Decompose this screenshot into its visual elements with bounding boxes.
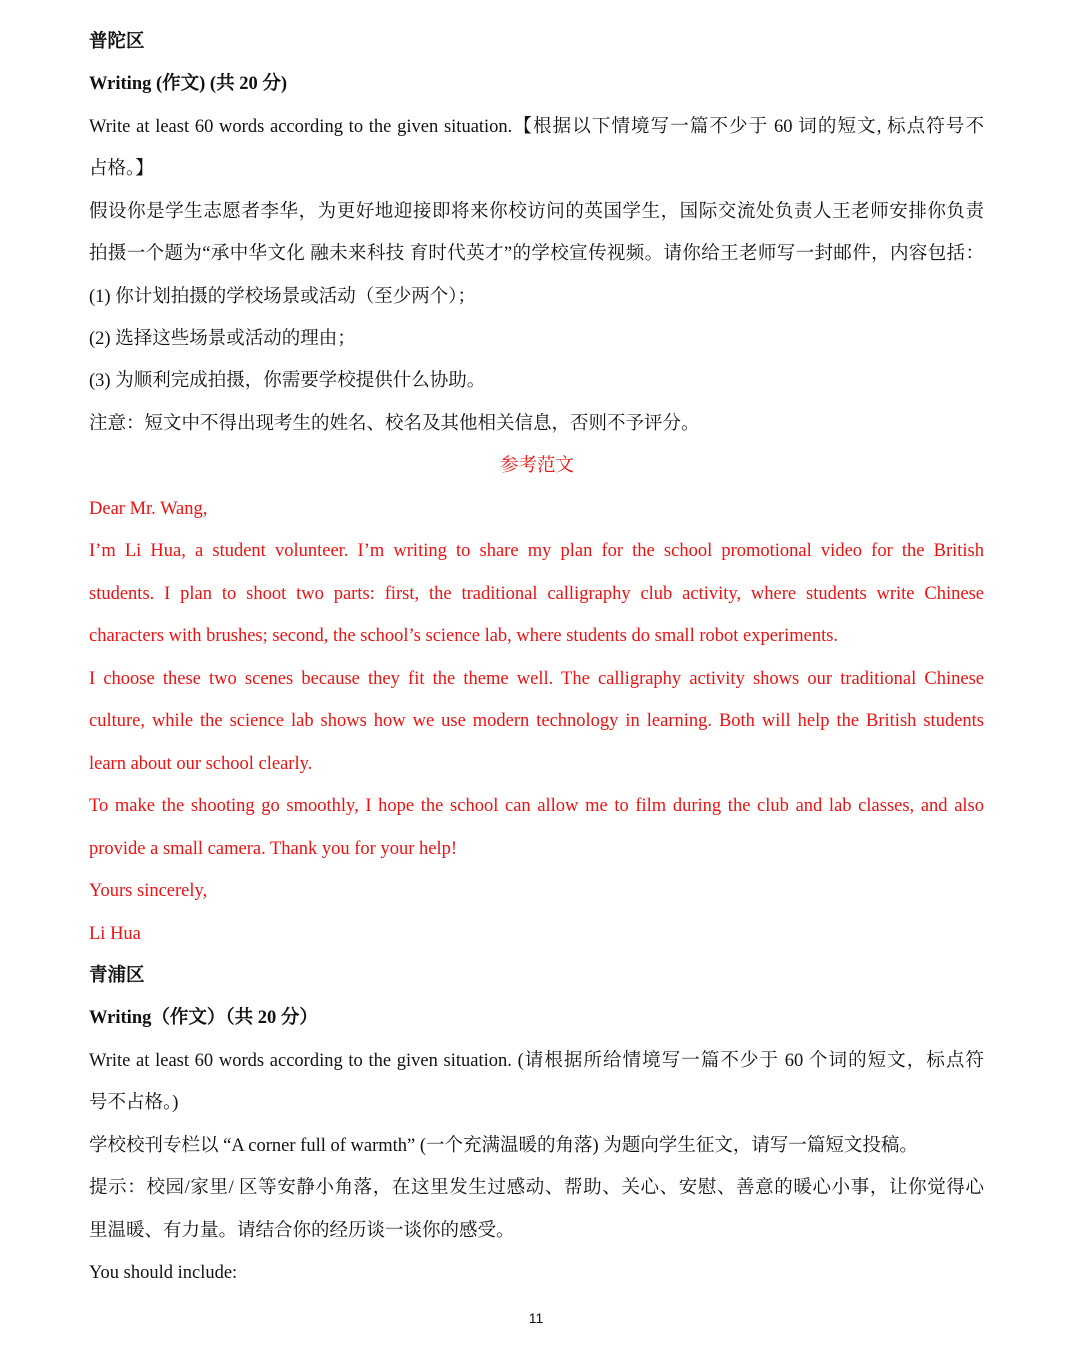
requirement-item: (3) 为顺利完成拍摄，你需要学校提供什么协助。 — [89, 371, 486, 391]
sample-essay-line: characters with brushes; second, the school’s science lab, where students do small robot experiments. — [89, 626, 839, 646]
section-heading: Writing（作文）（共 20 分） — [89, 1008, 318, 1028]
sample-essay-line: To make the shooting go smoothly, I hope the school can allow me to film during the club and lab classes, and also — [89, 796, 984, 816]
sample-essay-line: Li Hua — [89, 924, 141, 944]
instruction-line: 号不占格。) — [89, 1093, 179, 1113]
instruction-line: Write at least 60 words according to the given situation. (请根据所给情境写一篇不少于 60 个词的短文，标点符 — [89, 1051, 984, 1071]
instruction-line: 占格。】 — [89, 159, 154, 179]
prompt-line: 里温暖、有力量。请结合你的经历谈一谈你的感受。 — [89, 1221, 515, 1241]
sample-essay-line: learn about our school clearly. — [89, 754, 313, 774]
sample-essay-line: culture, while the science lab shows how we use modern technology in learning. Both will help the British students — [89, 711, 984, 731]
page-number: 11 — [528, 1310, 544, 1326]
prompt-line: 拍摄一个题为“承中华文化 融未来科技 育时代英才”的学校宣传视频。请你给王老师写一封邮件，内容包括： — [89, 244, 984, 264]
requirement-item: (1) 你计划拍摄的学校场景或活动（至少两个）； — [89, 287, 476, 307]
sample-essay-line: I’m Li Hua, a student volunteer. I’m writing to share my plan for the school promotional video for the British — [89, 541, 984, 561]
sample-essay-line: provide a small camera. Thank you for your help! — [89, 839, 457, 859]
sample-essay-title: 参考范文 — [499, 456, 574, 476]
prompt-line: 提示：校园/家里/ 区等安静小角落，在这里发生过感动、帮助、关心、安慰、善意的暖心小事，让你觉得心 — [89, 1178, 984, 1198]
sample-essay-line: Dear Mr. Wang, — [89, 499, 208, 519]
prompt-line: 学校校刊专栏以 “A corner full of warmth” (一个充满温暖的角落) 为题向学生征文，请写一篇短文投稿。 — [89, 1136, 918, 1156]
sample-essay-line: students. I plan to shoot two parts: first, the traditional calligraphy club activity, where students write Chinese — [89, 584, 984, 604]
sample-essay-line: Yours sincerely, — [89, 881, 208, 901]
sample-essay-line: I choose these two scenes because they fit the theme well. The calligraphy activity shows our traditional Chinese — [89, 669, 984, 689]
requirement-item: (2) 选择这些场景或活动的理由； — [89, 329, 356, 349]
district-title: 普陀区 — [89, 32, 145, 52]
district-title: 青浦区 — [89, 966, 145, 986]
instruction-line: Write at least 60 words according to the given situation.【根据以下情境写一篇不少于 60 词的短文, 标点符号不 — [89, 117, 984, 137]
note-line: 注意：短文中不得出现考生的姓名、校名及其他相关信息，否则不予评分。 — [89, 414, 700, 434]
section-heading: Writing (作文) (共 20 分) — [89, 74, 287, 94]
prompt-line: 假设你是学生志愿者李华，为更好地迎接即将来你校访问的英国学生，国际交流处负责人王老师安排你负责 — [89, 202, 984, 222]
include-label: You should include: — [89, 1263, 238, 1283]
